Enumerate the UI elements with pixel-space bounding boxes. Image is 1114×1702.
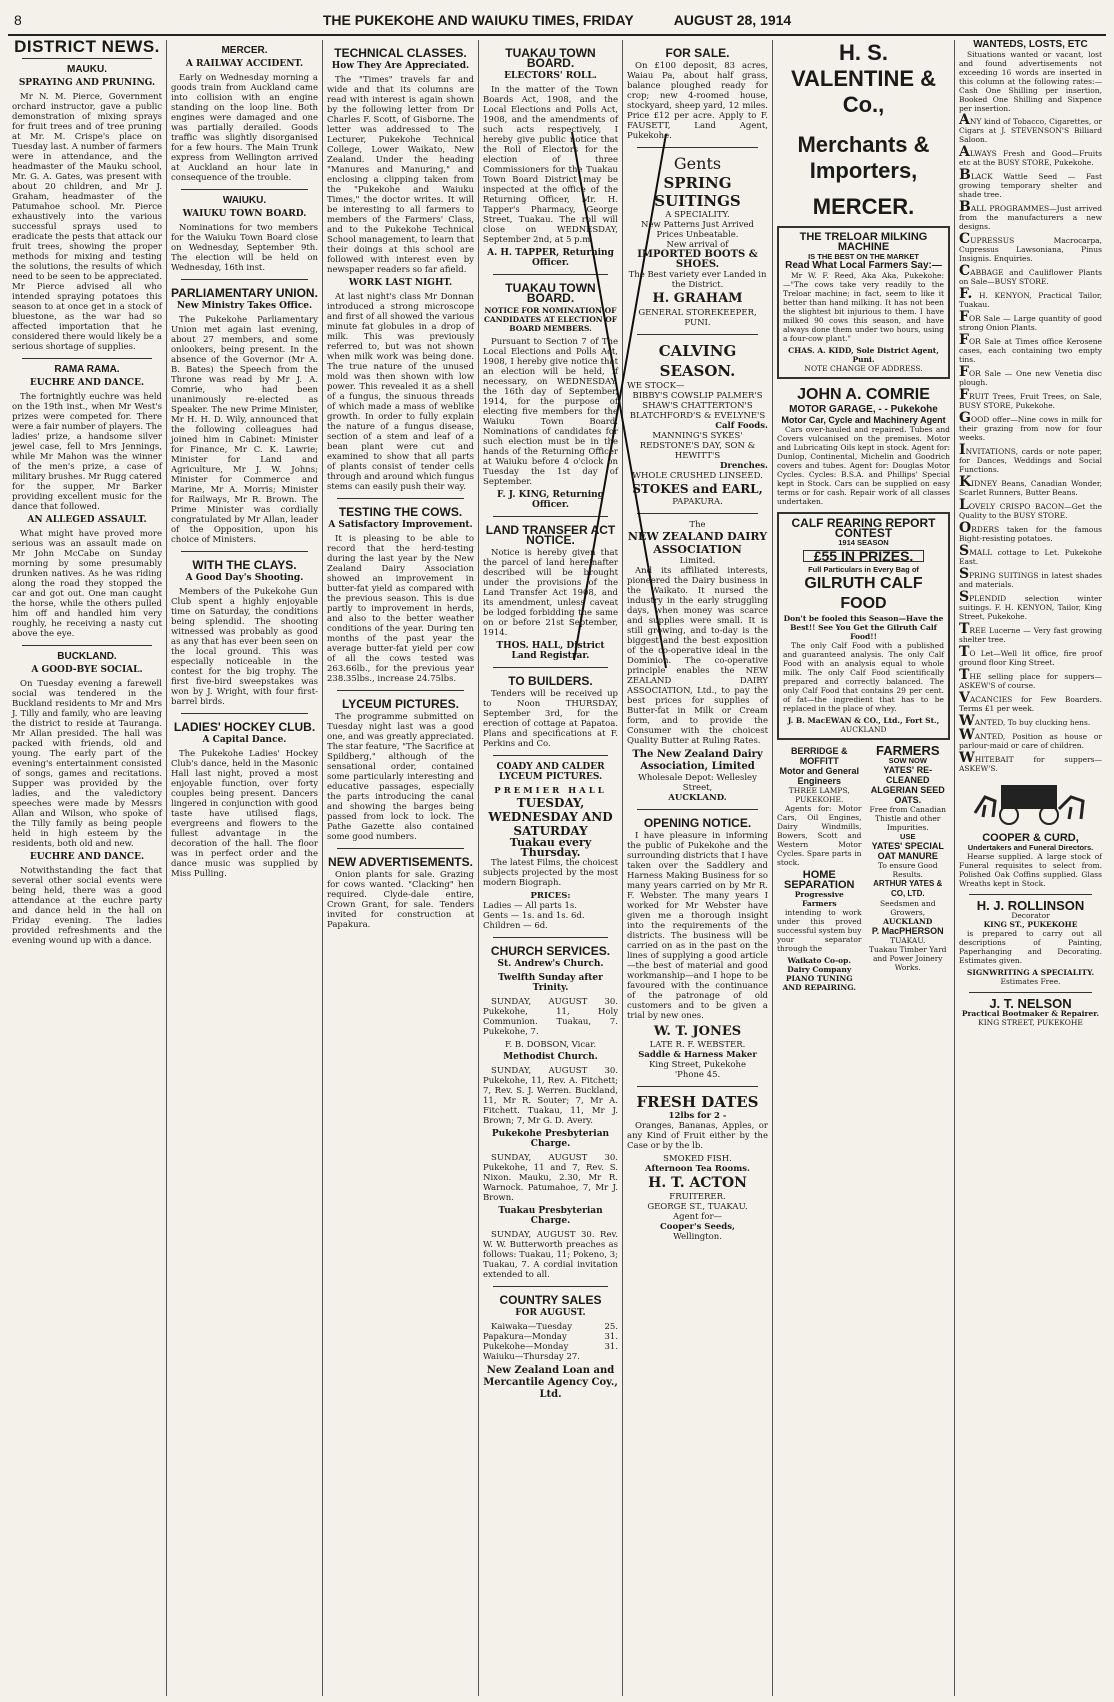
graham-subtext: GENERAL STOREKEEPER, PUNI. [638, 308, 757, 328]
wanted-item: BALL PROGRAMMES—Just arrived from the manufacturers a new designs. [959, 199, 1102, 231]
clays-heading: WITH THE CLAYS. [192, 558, 297, 572]
calf-prizes: £55 IN PRIZES. [803, 550, 924, 562]
st-andrews-text: SUNDAY, AUGUST 30. Pukekohe, 11, Holy Communion. Tuakau, 7. Pukekohe, 7. [483, 997, 618, 1037]
yates-special: YATES' SPECIAL OAT MANURE [871, 841, 944, 861]
mercer-subheading: A RAILWAY ACCIDENT. [185, 59, 304, 69]
waiuku-heading: WAIUKU. [222, 195, 267, 206]
wanted-item: BLACK Wattle Seed — Fast growing temporary shelter and shade tree. [959, 167, 1102, 199]
cows-subheading: A Satisfactory Improvement. [328, 520, 473, 530]
coopers-seeds: Cooper's Seeds, [660, 1222, 735, 1232]
yates-special-subtext: To ensure Good Results. [878, 861, 938, 879]
work-last-night-subheading: WORK LAST NIGHT. [348, 278, 453, 288]
spring-suitings: SPRING SUITINGS [654, 174, 741, 210]
euchre-text: Notwithstanding the fact that several other social events were being held, there was a good attendance at the euchre party and dance held in the hall on Friday evening. The ladies provided refreshments and the evening wound up with a dance. [12, 866, 162, 946]
wanted-item: FOR Sale — Large quantity of good strong Onion Plants. [959, 309, 1102, 332]
wanted-item: FRUIT Trees, Fruit Trees, on Sale, BUSY STORE, Pukekohe. [959, 387, 1102, 410]
new-arrival: New arrival of [666, 240, 729, 250]
land-transfer-text: Notice is hereby given that the parcel of land hereinafter described will be brought under the provisions of the Land Transfer Act 1908, and its amendment, unless caveat be lodged forbidding the same on or before 21st September, 1914. [483, 548, 618, 638]
yates-auckland: AUCKLAND [883, 917, 933, 926]
nzda-auckland: AUCKLAND. [668, 793, 727, 803]
calf-season: 1914 SEASON [838, 538, 889, 547]
bottom-ads-left [777, 746, 862, 992]
boots-subtext: The Best variety ever Landed in the District. [628, 270, 767, 290]
sow-now: SOW NOW [888, 756, 927, 765]
new-ads-text: Onion plants for sale. Grazing for cows wanted. "Clacking" hen required. Clyde-dale entire, Crown Grant, for sale. Tenders invited for construction at Papakura. [327, 870, 474, 930]
premier-hall: PREMIER HALL [494, 786, 607, 796]
garage-text: Cars over-hauled and repaired. Tubes and Covers vulcanised on the premises. Motor and Lubricating Oils kept in stock. Agent for: Dunlop, Continental, Michelin and Goodrich covers and tubes. Agent for: Douglas Motor Cycles. Cycles: B.S.A. and Phillips' Special kept in Stock. Cars can be supplied on easy terms or for cash. Repair work of all classes undertaken. [777, 425, 950, 506]
nz-loan-agency: New Zealand Loan and Mercantile Agency Coy., Ltd. [483, 1365, 618, 1400]
st-andrews-subheading: Twelfth Sunday after Trinity. [498, 973, 603, 993]
prices-unbeatable: Prices Unbeatable. [656, 230, 739, 240]
progressive-farmers: Progressive Farmers [794, 890, 844, 908]
column-notices [478, 40, 622, 1696]
nomination-heading: TUAKAU TOWN BOARD. [505, 281, 596, 305]
for-sale-text: On £100 deposit, 83 acres, Waiau Pa, about half grass, balance ploughed ready for crop; new 4-roomed house, stockyard, sheep yard, 12 miles. Price £12 per acre. Apply to F. FAUSETT, Land Agent, Pukekohe. [627, 61, 768, 141]
cows-heading: TESTING THE COWS. [338, 505, 463, 519]
we-stock: WE STOCK— [627, 381, 685, 391]
mercer-heading: MERCER. [221, 45, 268, 56]
wanted-item: LOVELY CRISPO BACON—Get the Quality to the BUSY STORE. [959, 497, 1102, 520]
hockey-text: The Pukekohe Ladies' Hockey Club's dance, held in the Masonic Hall last night, proved a most enjoyable function, over forty couples being present. Dancers lingered in conjunction with good taste have utilised flags, evergreens and flowers to the fullest advantage in the decoration of the hall. The floor was in perfect order and the dance music was supplied by Miss Pulling. [171, 749, 318, 879]
nelson-address: KING STREET, PUKEKOHE [978, 1018, 1083, 1027]
town-board-heading: TUAKAU TOWN BOARD. [505, 46, 596, 70]
euchre-subheading: EUCHRE AND DANCE. [29, 852, 145, 862]
wanted-item: CUPRESSUS Macrocarpa, Cupressus Lawsoniana, Pinus Insignis. Enquiries. [959, 231, 1102, 263]
nzda-text: And its affiliated interests, pioneered the Dairy business in the Waikato. It nursed the industry in the early struggling days, when money was scarce and supplies were small. It is still growing, and to-day is the biggest and the best exposition of the co-operative ideal in the Dominion. The co-operative principle enables the NEW ZEALAND DAIRY ASSOCIATION, Ltd., to pay the best prices for supplies of Butter-fat in Milk or Cream form, and to provide the Consumer with the choicest Quality Butter at Ruling Rates. [627, 566, 768, 746]
estimates-free: Estimates Free. [1000, 977, 1061, 986]
yates-recleaned: YATES' RE-CLEANED [883, 765, 933, 785]
bootmaker: Practical Bootmaker & Repairer. [961, 1009, 1100, 1018]
clays-subheading: A Good Day's Shooting. [185, 573, 304, 583]
town-board-subheading: ELECTORS' ROLL. [504, 71, 597, 81]
decorator: Decorator [1011, 911, 1050, 920]
macewan-place: AUCKLAND [840, 725, 887, 734]
wanted-item: WHITEBAIT for suppers—ASKEW'S. [959, 750, 1102, 773]
hockey-heading: LADIES' HOCKEY CLUB. [173, 720, 316, 734]
berridge-name: BERRIDGE & MOFFITT [790, 746, 848, 766]
tuakau-thursday: Tuakau every Thursday. [509, 836, 592, 859]
prices-label: PRICES: [530, 891, 571, 901]
column-technical [322, 40, 478, 1696]
mercer-label: MERCER. [812, 194, 915, 219]
crushed-linseed: WHOLE CRUSHED LINSEED. [632, 471, 763, 481]
wanted-item: KIDNEY Beans, Canadian Wonder, Scarlet Runners, Butter Beans. [959, 474, 1102, 497]
technical-text: The "Times" travels far and wide and that its columns are read with interest is again shown by the following letter from Dr Charles F. Scott, of Gisborne. The letter was addressed to The Lecturer, Pukekohe Technical College, Lower Waikato, New Zealand. Under the heading "Manures and Manuring," and enclosing a clipping taken from the "Pukekohe and Waiuku Times," the doctor writes. It will be interesting to all farmers to members of the Farmers' Class, and to the Pukekohe Technical School management, to learn that their doings at this school are followed with interest even by newspaper readers so far afield. [327, 75, 474, 275]
church-heading: CHURCH SERVICES. [490, 944, 611, 958]
wanted-list [959, 112, 1102, 773]
calf-text: The only Calf Food with a published and guaranteed analysis. The only Calf Food with an analysis equal to whole milk. The only Calf Food scientifically prepared and correctly balanced. The only Calf Food that contains 29 per cent. of fat—the ingredient that has to be replaced in the place of whey. [783, 641, 944, 713]
column-advertisements [772, 40, 954, 1696]
for-sale-heading: FOR SALE. [665, 46, 730, 60]
rollinson-text: is prepared to carry out all descriptions of Painting, Paperhanging and Decorating. Estimates given. [959, 929, 1102, 965]
column-mercer [166, 40, 322, 1696]
country-sales-heading: COUNTRY SALES [499, 1293, 602, 1307]
agents-for: Agents for: Motor Cars, Oil Engines, Dairy Windmills, Bowers, Scott and Western Motor Cycles. Spare parts in stock. [777, 804, 862, 867]
work-last-night-text: At last night's class Mr Donnan introduced a strong microscope and first of all showed the various minute fat globules in a drop of milk. This was previously referred to, but was not shown when milk work was being done. The true nature of the unused mold was then shown with low power. This revealed it as a shell of a fungus, the sinuous threads of which made a mass of weblike growth. In order to fully explain the nature of a fungus disease, section of a stem and leaf of a bean plant were cut and examined to show that all parts of plants consist of tender cells through and around which fungus stems can easily push their way. [327, 292, 474, 492]
gilruth-calf-food: GILRUTH CALF FOOD [804, 575, 923, 612]
nzda-depot: Wholesale Depot: Wellesley Street, [638, 773, 757, 793]
buckland-text: On Tuesday evening a farewell social was tendered in the Buckland residents to Mr and Mrs J. Tilly and family, who are leaving the district to reside at Tauranga. Mr Allan presided. The hall was packed with friends, old and young. The early part of the evening's entertainment consisted of songs, games and recitations. Supper was provided by the ladies, and the valedictory speeches were made by Messrs Allan and Wilson, who spoke of the Tilly family as being people held in high esteem by the residents, both old and new. [12, 679, 162, 849]
macewan-name: J. B. MacEWAN & CO., Ltd., Fort St., [787, 716, 940, 725]
st-andrews-sign: F. B. DOBSON, Vicar. [504, 1040, 597, 1050]
masthead [8, 6, 1106, 36]
wanted-item: F. H. KENYON, Practical Tailor, Tuakau. [959, 286, 1102, 309]
nomination-subheading: NOTICE FOR NOMINATION OF CANDIDATES AT ELECTION OF BOARD MEMBERS. [483, 306, 618, 333]
calf-contest-ad [777, 512, 950, 740]
wanted-item: ANY kind of Tobacco, Cigarettes, or Cigars at J. STEVENSON'S Billiard Saloon. [959, 112, 1102, 144]
rama-text: The fortnightly euchre was held on the 19th inst., when Mr West's prizes were competed for. There were a fair number of players. The ladies' prize, a handsome silver jewel case, fell to Mrs Jennings, while Mr Mahon was the winner of the men's prize, a case of military brushes. Mr Rugg catered for the supper, Mr Barker providing excellent music for the dance that followed. [12, 392, 162, 512]
rama-subheading: EUCHRE AND DANCE. [29, 378, 145, 388]
bottom-ads-right [866, 743, 951, 992]
calf-food-brands: BIBBY'S COWSLIP PALMER'S SHAW'S CHATTERTON'S BLATCHFORD'S & EVELYNE'S [629, 391, 766, 421]
wanted-item: TO Let—Well lit office, fire proof ground floor King Street. [959, 644, 1102, 667]
nomination-sign: F. J. KING, Returning Officer. [497, 490, 604, 510]
clays-text: Members of the Pukekohe Gun Club spent a highly enjoyable time on Saturday, the conditions being splendid. The shooting witnessed was probably as good as any that has ever been seen on the local ground. This was especially noticeable in the contest for the big trophy. The first five-bird sweepstakes was won by J. Wright, with four first-barrel birds. [171, 587, 318, 707]
hearse-carriage-icon [971, 779, 1091, 827]
gents-label: Gents [673, 154, 722, 173]
mauku-subheading: SPRAYING AND PRUNING. [18, 78, 156, 88]
lyceum-text: The programme submitted on Tuesday night last was a good one, and was greatly appreciated. The star feature, "The Sacrifice at Spildberg," although of the sensational order, contained some particularly interesting and educative passages, especially the parts introducing the canal and showing the barges being passed from lock to lock. The Pathe Gazette also contained some good numbers. [327, 712, 474, 842]
wanted-item: INVITATIONS, cards or note paper, for Dances, Weddings and Social Functions. [959, 442, 1102, 474]
columns [8, 40, 1106, 1696]
rollinson-address: KING ST., PUKEKOHE [983, 920, 1078, 929]
column-for-sale [622, 40, 772, 1696]
calf-foods-label: Calf Foods. [715, 421, 768, 431]
st-andrews-heading: St. Andrew's Church. [497, 959, 604, 969]
wanted-item: FOR Sale — One new Venetia disc plough. [959, 364, 1102, 387]
algerian-oats: ALGERIAN SEED OATS. [870, 785, 945, 805]
show-days: TUESDAY, WEDNESDAY AND SATURDAY [488, 796, 613, 838]
jones-name: W. T. JONES [653, 1024, 742, 1039]
wanted-item: VACANCIES for Few Boarders. Terms £1 per week. [959, 690, 1102, 713]
wanteds-intro: Situations wanted or vacant, lost and found advertisements not exceeding 16 words are inserted in this column at the following rates:—Cash One Shilling per insertion, Booked One Shilling and Sixpence per insertion. [959, 50, 1102, 113]
timber-yard: Tuakau Timber Yard and Power Joinery Works. [869, 945, 947, 972]
rama-heading: RAMA RAMA. [54, 364, 120, 375]
valentine-name: H. S. VALENTINE & Co., [790, 40, 937, 117]
use-label: USE [900, 832, 916, 841]
home-separation: HOME SEPARATION [784, 869, 855, 891]
acton-name: H. T. ACTON [648, 1175, 747, 1191]
tuakau-presbyterian-heading: Tuakau Presbyterian Charge. [498, 1206, 603, 1226]
rollinson-name: H. J. ROLLINSON [976, 898, 1085, 913]
three-lamps: THREE LAMPS, PUKEKOHE. [788, 786, 850, 804]
imported-boots: IMPORTED BOOTS & SHOES. [637, 249, 758, 270]
nomination-text: Pursuant to Section 7 of The Local Elections and Polls Act, 1908, I hereby give notice that an election will be held, if necessary, on WEDNESDAY, the 16th day of September, 1914, for the purpose of electing five members for the Waiuku Town Board. Nominations of candidates for such election must be in the hands of the Returning Officer at Waiuku before 4 o'clock on Tuesday the 1st day of September. [483, 337, 618, 487]
wanted-item: WANTED, To buy clucking hens. [959, 713, 1091, 729]
builders-heading: TO BUILDERS. [508, 674, 593, 688]
new-ads-heading: NEW ADVERTISEMENTS. [328, 855, 473, 869]
opening-heading: OPENING NOTICE. [643, 816, 752, 830]
undertakers: Undertakers and Funeral Directors. [967, 843, 1094, 852]
stokes-earl: STOKES and EARL, [632, 482, 763, 496]
methodist-text: SUNDAY, AUGUST 30. Pukekohe, 11, Rev. A. Fitchett; 7, Rev. S. J. Werren. Buckland, 11, Mr R. Souter; 7, Mr A. Fitchett. Tuakau, 11, Mr J. Brown; 7, Mr G. D. Avery. [483, 1066, 618, 1126]
macpherson-name: P. MacPHERSON [871, 926, 944, 936]
jones-late: LATE R. F. WEBSTER. [649, 1040, 746, 1050]
jones-phone: 'Phone 45. [674, 1070, 721, 1080]
wanted-item: ALWAYS Fresh and Good—Fruits etc at the BUSY STORE, Pukekohe. [959, 144, 1102, 167]
cows-text: It is pleasing to be able to record that the herd-testing during the last year by the New Zealand Dairy Association showed an improvement in butter-fat yield as compared with the previous season. This is due partly to improvement in herds, and also to the better weather conditions of the year. During ten months of the past year the average butter-fat yield per cow of all the cows tested was 263.66lb., for the previous year 238.35lbs., increase 24.75lbs. [327, 534, 474, 684]
gilruth-fooled: Don't be fooled this Season—Have the Best!! See You Get the Gilruth Calf Food!! [783, 614, 944, 641]
calving-season: CALVING SEASON. [658, 342, 737, 380]
new-patterns: New Patterns Just Arrived [641, 220, 754, 230]
coady-heading: COADY AND CALDER LYCEUM PICTURES. [496, 762, 605, 782]
comrie-name: JOHN A. COMRIE [797, 386, 930, 403]
acton-trade: FRUITERER. [669, 1192, 726, 1202]
wanted-item: WANTED, Position as house or parlour-maid or care of children. [959, 727, 1102, 750]
nzda-heading: NEW ZEALAND DAIRY ASSOCIATION [627, 530, 768, 556]
country-sales-text: Kaiwaka—Tuesday 25. Papakura—Monday 31. Pukekohe—Monday 31. Waiuku—Thursday 27. [483, 1322, 618, 1362]
wanteds-heading: WANTEDS, LOSTS, ETC [973, 40, 1088, 50]
wanted-item: CABBAGE and Cauliflower Plants on Sale—BUSY STORE. [959, 263, 1102, 286]
wanted-item: SPLENDID selection winter suitings. F. H. KENYON, Tailor, King Street, Pukekohe. [959, 589, 1102, 621]
macpherson-place: TUAKAU. [890, 936, 926, 945]
lyceum-heading: LYCEUM PICTURES. [342, 697, 459, 711]
wanted-item: SMALL cottage to Let. Pukekohe East. [959, 543, 1102, 566]
wanted-item: ORDERS taken for the famous Bight-resisting potatoes. [959, 520, 1102, 543]
nzda-limited: Limited. [679, 556, 716, 566]
stokes-place: PAPAKURA. [672, 497, 723, 507]
treloar-heading: THE TRELOAR MILKING MACHINE [799, 231, 928, 253]
opening-text: I have pleasure in informing the public of Pukekohe and the surrounding districts that I have taken over the Saddlery and Harness Making Business for so many years carried on by Mr R. F. Webster. The many years I worked for Mr Webster have given me a thorough insight into the requirements of the districts. The business will be carried on as in the past on the lines of supplying a good article—the best of material and good workmanship—and I hope to be favoured with the continuance of the patronage of old customers and to be given a trial by new ones. [627, 831, 768, 1021]
treloar-text: Mr W. F. Reed, Aka Aka, Pukekohe:—"The cows take very readily to the Treloar machine; in fact, seem to like it better than hand milking. It has not been the slightest bit injurious to them. I have milked 90 cows this season, and have always done them under two hours, using a four-cow plant." [783, 271, 944, 343]
dates-price: 12lbs for 2 - [668, 1111, 727, 1121]
mauku-text: Mr N. M. Pierce, Government orchard instructor, gave a public demonstration of mixing sprays for fruit trees and of tree pruning at Mr. M. Crispe's place on Tuesday last. A number of farmers were in attendance, and the headmaster of the Mauku school, Mr. G. A. Gates, was present with about 20 children, and Mr J. Graham, headmaster of the Patumahoe school. Mr. Pierce exhaustively into the various successful sprays used to eradicate the pests that attack our fruit trees, showing the proper methods for mixing and testing the solutions, the results of which need to be seen to be appreciated. Mr Pierce advised all who intended spraying potatoes this season to at once get in a stock of bluestone, as the war had so affected importation that he considered there would likely be a serious shortage of supplies. [12, 92, 162, 352]
motor-garage: MOTOR GARAGE, - - Pukekohe [789, 404, 938, 415]
mercer-text: Early on Wednesday morning a goods train from Auckland came into collision with an engine standing on the loop line. Both engines were damaged and one was partially derailed. Goods traffic was slightly disorganised for a few hours. The Main Trunk express from Wellington arrived at Auckland an hour late in consequence of the trouble. [171, 73, 318, 183]
tuakau-presbyterian-text: SUNDAY, AUGUST 30. Rev. W. W. Butterworth preaches as follows: Tuakau, 11; Pokeno, 3; Tuakau, 7. A cordial invitation extended to all. [483, 1230, 618, 1280]
assault-subheading: AN ALLEGED ASSAULT. [27, 515, 147, 525]
fresh-dates: FRESH DATES [636, 1093, 759, 1111]
treloar-agent: CHAS. A. KIDD, Sole District Agent, Puni. [788, 346, 939, 364]
drench-brands: MANNING'S SYKES' REDSTONE'S DAY, SON & HEWITT'S [639, 431, 756, 461]
wellington: Wellington. [673, 1232, 722, 1242]
assault-text: What might have proved more serious was an assault made on Mr John McCabe on Sunday morning by some presumably drunken natives. As he was riding along the road they stopped the car and got out. One man caught the horse, while the others pulled him off and handled him very roughly, he receiving a nasty cut above the eye. [12, 529, 162, 639]
cooper-curd: COOPER & CURD, [982, 832, 1079, 844]
smoked-fish: SMOKED FISH. [663, 1154, 732, 1164]
page-number: 8 [14, 12, 22, 28]
the-label: The [689, 520, 706, 530]
algerian-subtext: Free from Canadian Thistle and other Impurities. [869, 805, 946, 832]
country-sales-subheading: FOR AUGUST. [515, 1308, 586, 1318]
waiuku-subheading: WAIUKU TOWN BOARD. [182, 209, 307, 219]
waiuku-text: Nominations for two members for the Waiuku Town Board close on Wednesday, September 9th. The election will be held on Wednesday, 16th inst. [171, 223, 318, 273]
presbyterian-text: SUNDAY, AUGUST 30. Pukekohe, 11 and 7, Rev. S. Nixon. Mauku, 2.30, Mr R. Warnock. Patumahoe, 7, Mr J. Brown. [483, 1153, 618, 1203]
parliamentary-text: The Pukekohe Parliamentary Union met again last evening, about 27 members, and some onlookers, being present. In the absence of the Governor (Mr A. B. Bates) the Speech from the Throne was read by Mr J. A. Comrie, who had been unanimously re-elected as Speaker. The new Prime Minister, Mr H. H. D. Wily, announced that the following colleagues had joined him in Cabinet: Minister for Finance, Mr C. K. Lawrie; Minister for Land and Agriculture, Mr J. W. Johns; Minister for Commerce and Marine, Mr A. Morris; Minister for Railways, Mr R. Brown. The Prime Minister was cordially congratulated by Mr Allan, leader of the Opposition, upon his choice of Ministers. [171, 315, 318, 545]
wanted-item: TREE Lucerne — Very fast growing shelter tree. [959, 621, 1102, 644]
tea-rooms: Afternoon Tea Rooms. [645, 1164, 750, 1174]
parliamentary-heading: PARLIAMENTARY UNION. [171, 286, 318, 300]
treloar-read: Read What Local Farmers Say:— [785, 260, 942, 271]
garage-subheading: Motor Car, Cycle and Machinery Agent [781, 415, 946, 425]
seedsmen: Seedsmen and Growers, [879, 899, 936, 917]
engineers: Motor and General Engineers [779, 766, 859, 786]
prices-gents: Gents — 1s. and 1s. 6d. [483, 911, 585, 921]
prices-ladies: Ladies — All parts 1s. [483, 901, 577, 911]
treloar-ad [777, 226, 950, 379]
town-board-sign: A. H. TAPPER, Returning Officer. [487, 248, 614, 268]
issue-date: AUGUST 28, 1914 [673, 12, 792, 28]
parliamentary-subheading: New Ministry Takes Office. [176, 301, 313, 311]
builders-text: Tenders will be received up to Noon THURSDAY, September 3rd, for the erection of cottage at Papatoa. Plans and specifications at F. Perkins and Co. [483, 689, 618, 749]
waikato-coop: Waikato Co-op. Dairy Company [787, 956, 852, 974]
jones-address: King Street, Pukekohe [648, 1060, 746, 1070]
district-news-heading: DISTRICT NEWS. [14, 40, 160, 56]
prices-children: Children — 6d. [483, 921, 548, 931]
tuakau-text: The latest Films, the choicest subjects projected by the most modern Biograph. [483, 858, 619, 888]
cooper-text: Hearse supplied. A large stock of Funeral requisites to select from. Polished Oak Coffins supplied. Glass Wreaths kept in Stock. [959, 852, 1102, 888]
buckland-heading: BUCKLAND. [57, 651, 117, 662]
graham-name: H. GRAHAM [652, 291, 743, 306]
piano-tuning: PIANO TUNING AND REPAIRING. [782, 974, 856, 992]
town-board-text: In the matter of the Town Boards Act, 1908, and the Local Elections and Polls Act, 1908, and the amendments of such acts respectively, I hereby give public notice that the Roll of Electors for the election of three Commissioners for the Tuakau Town Board District may be inspected at the office of the Returning Officer, Mr. H. Tapper's Pharmacy, George Street, Tuakau. The roll will close on WEDNESDAY, September 2nd, at 5 p.m. [483, 85, 618, 245]
farmers-label: FARMERS [875, 743, 940, 758]
yates-ltd: ARTHUR YATES & CO, LTD. [873, 879, 943, 898]
wanted-item: THE selling place for suppers—ASKEW'S of course. [959, 667, 1102, 690]
technical-subheading: How They Are Appreciated. [331, 61, 470, 71]
presbyterian-heading: Pukekohe Presbyterian Charge. [491, 1129, 610, 1149]
acton-address: GEORGE ST., TUAKAU. [647, 1202, 748, 1212]
treloar-note: NOTE CHANGE OF ADDRESS. [804, 364, 923, 373]
buckland-subheading: A GOOD-BYE SOCIAL. [31, 665, 143, 675]
speciality: A SPECIALITY. [665, 210, 730, 220]
methodist-heading: Methodist Church. [503, 1052, 598, 1062]
column-wanteds [954, 40, 1106, 1696]
signwriting: SIGNWRITING A SPECIALITY. [966, 968, 1095, 977]
paper-title: THE PUKEKOHE AND WAIUKU TIMES, FRIDAY [322, 12, 634, 28]
column-district-news [8, 40, 166, 1696]
technical-heading: TECHNICAL CLASSES. [334, 46, 467, 60]
hockey-subheading: A Capital Dance. [202, 735, 287, 745]
drenches-label: Drenches. [720, 461, 768, 471]
jones-trade: Saddle & Harness Maker [638, 1050, 757, 1060]
land-transfer-sign: THOS. HALL, District Land Registrar. [496, 641, 605, 661]
wanted-item: GOOD offer—Nine cows in milk for their grazing from now for four weeks. [959, 410, 1102, 442]
merchants-importers: Merchants & Importers, [797, 132, 930, 183]
wanted-item: SPRING SUITINGS in latest shades and materials. [959, 566, 1102, 589]
bottom-ads [777, 743, 950, 992]
wanted-item: FOR Sale at Times office Kerosene cases, each containing two empty tins. [959, 332, 1102, 364]
land-transfer-heading: LAND TRANSFER ACT NOTICE. [485, 523, 616, 547]
nzda-box: The New Zealand Dairy Association, Limited [632, 749, 763, 772]
calf-particulars: Full Particulars in Every Bag of [808, 565, 919, 574]
mauku-heading: MAUKU. [67, 64, 107, 75]
dates-text: Oranges, Bananas, Apples, or any Kind of Fruit either by the Case or by the lb. [627, 1121, 768, 1151]
nelson-name: J. T. NELSON [989, 996, 1072, 1011]
calf-contest-heading: CALF REARING REPORT CONTEST [791, 516, 936, 540]
home-text: intending to work under this proved successful system buy your separator through the [777, 908, 862, 953]
acton-agent: Agent for— [672, 1212, 723, 1222]
treloar-best: IS THE BEST ON THE MARKET [808, 252, 919, 261]
